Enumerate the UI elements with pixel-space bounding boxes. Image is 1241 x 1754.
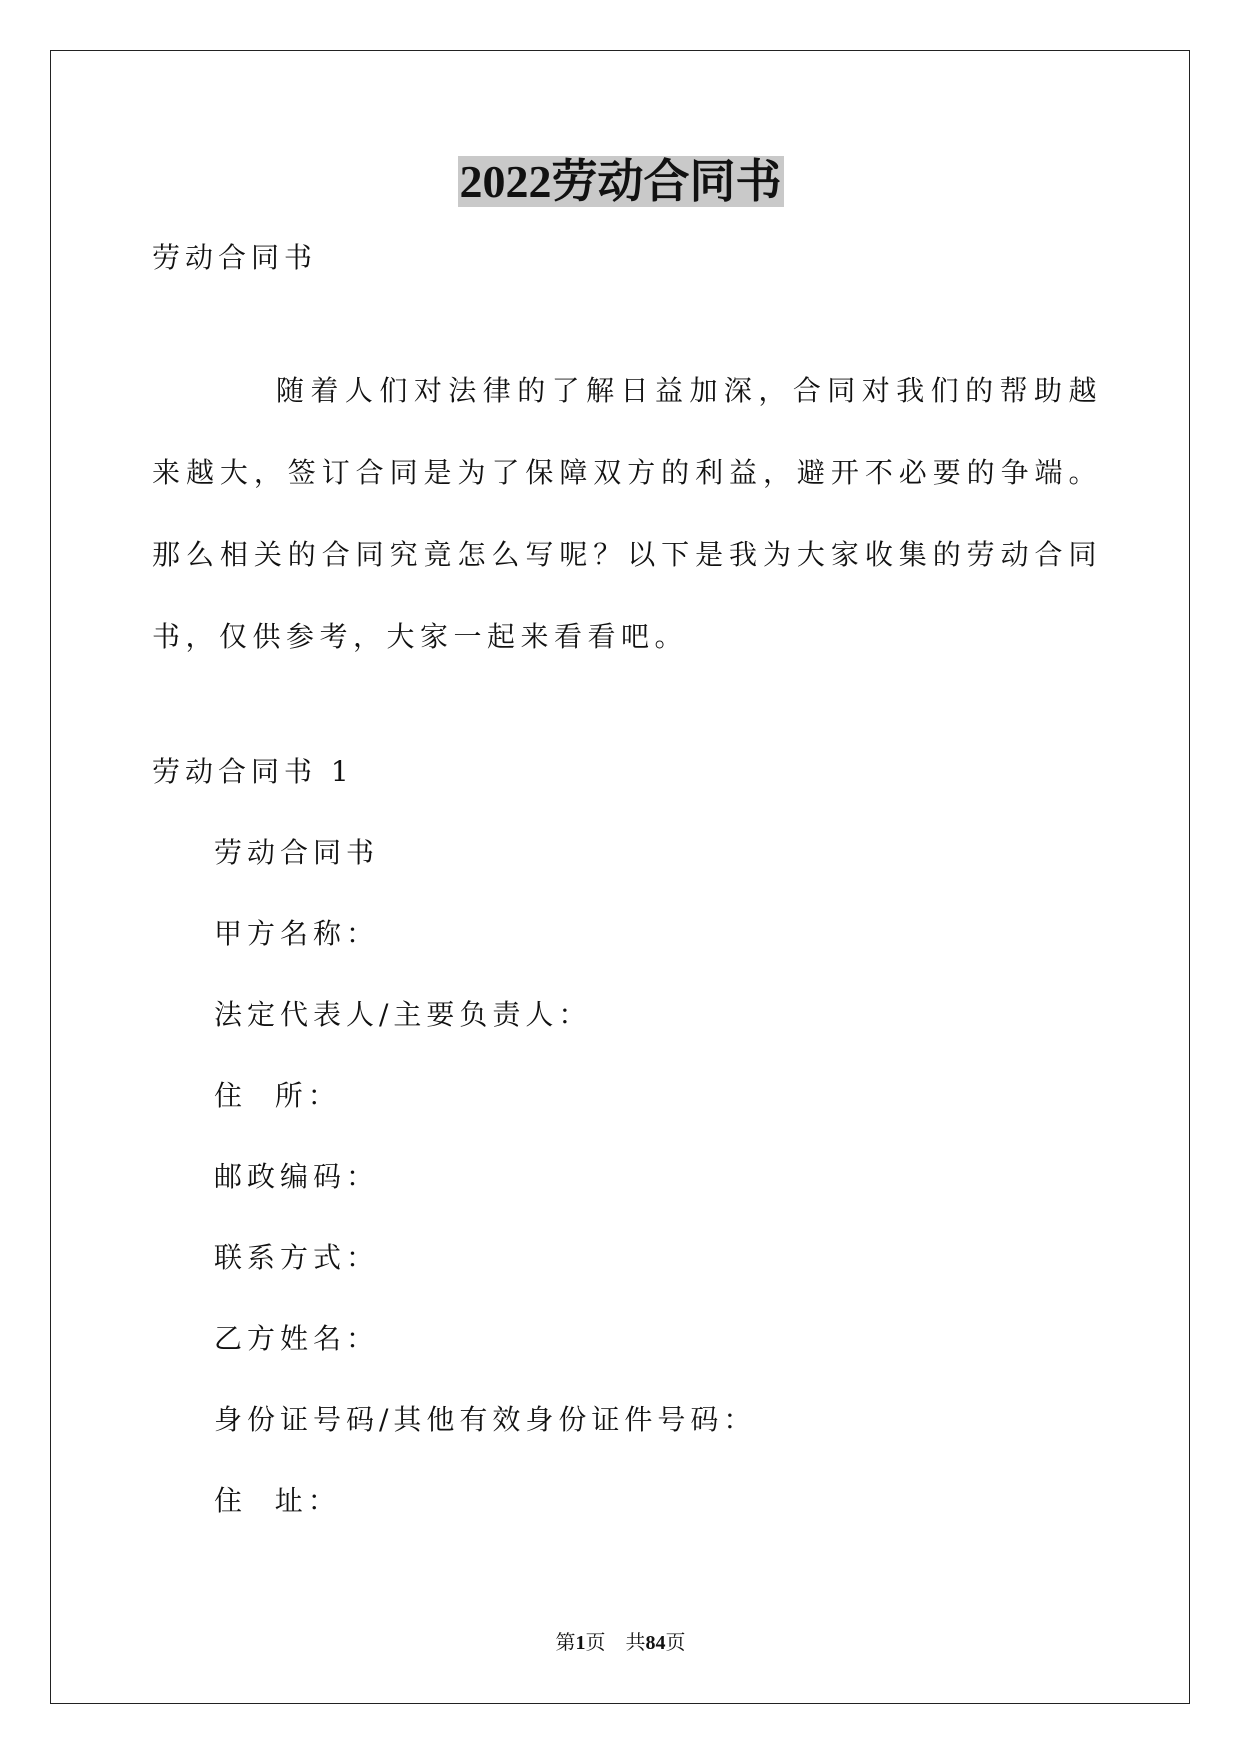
field-postal-code: 邮政编码： — [214, 1160, 380, 1193]
section-subtitle: 劳动合同书 — [214, 836, 380, 869]
page-footer — [0, 1630, 1241, 1656]
footer-page-number: 1 — [575, 1632, 586, 1654]
footer-prefix: 第 — [555, 1632, 576, 1654]
footer-middle: 页 共 — [585, 1632, 646, 1654]
intro-paragraph: 随着人们对法律的了解日益加深，合同对我们的帮助越来越大，签订合同是为了保障双方的利益，避开不必要的争端。那么相关的合同究竟怎么写呢？以下是我为大家收集的劳动合同书，仅供参考，大家一起来看看吧。 — [152, 374, 1102, 653]
footer-suffix: 页 — [665, 1632, 686, 1654]
field-id-number: 身份证号码/其他有效身份证件号码： — [214, 1403, 757, 1436]
field-party-a-address: 住 所： — [214, 1079, 341, 1112]
document-title-text: 2022劳动合同书 — [459, 156, 782, 207]
page-border — [50, 50, 1190, 1704]
footer-total-pages: 84 — [645, 1632, 666, 1654]
field-party-b-address: 住 址： — [214, 1484, 341, 1517]
field-party-a-name: 甲方名称： — [214, 917, 380, 950]
field-contact: 联系方式： — [214, 1241, 380, 1274]
document-title — [0, 152, 1241, 212]
section-heading: 劳动合同书 1 — [152, 755, 354, 788]
heading: 劳动合同书 — [152, 241, 318, 274]
field-party-b-name: 乙方姓名： — [214, 1322, 380, 1355]
field-legal-representative: 法定代表人/主要负责人： — [214, 998, 592, 1031]
